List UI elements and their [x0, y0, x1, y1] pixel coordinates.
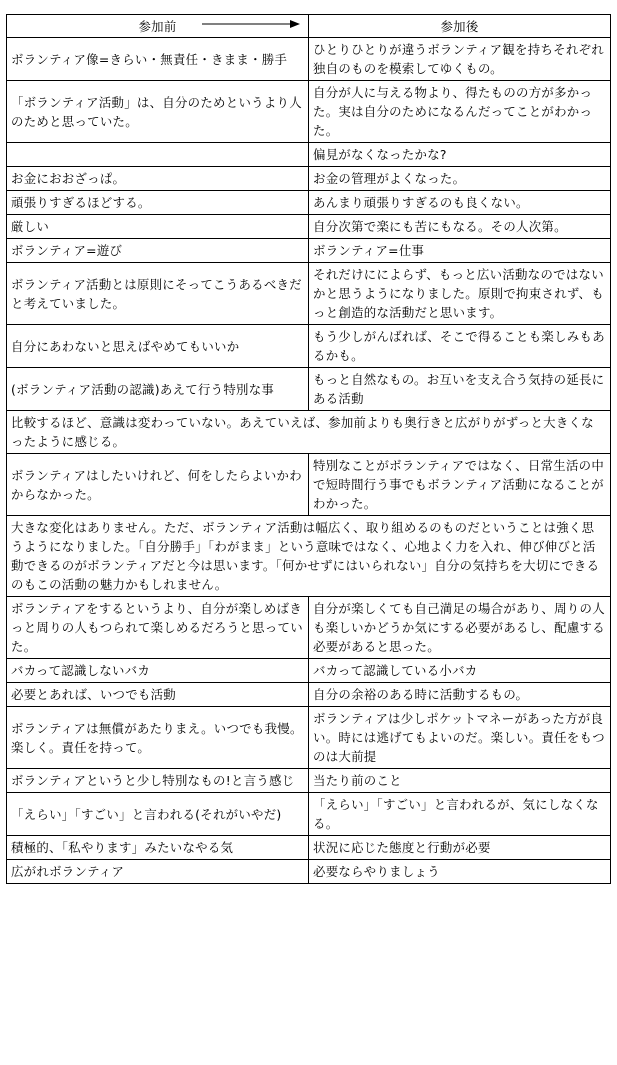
- before-cell: ボランティア活動とは原則にそってこうあるべきだと考えていました。: [7, 263, 309, 325]
- table-row: [7, 597, 611, 659]
- after-cell: 偏見がなくなったかな?: [309, 143, 611, 167]
- table-row: [7, 167, 611, 191]
- full-width-cell: 比較するほど、意識は変わっていない。あえていえば、参加前よりも奥行きと広がりがずっと大きくなったように感じる。: [7, 411, 611, 454]
- before-cell: 「えらい」「すごい」と言われる(それがいやだ): [7, 793, 309, 836]
- before-cell: ボランティアはしたいけれど、何をしたらよいかわからなかった。: [7, 454, 309, 516]
- table-row: [7, 215, 611, 239]
- after-cell: 自分が楽しくても自己満足の場合があり、周りの人も楽しいかどうか気にする必要があるし、配慮する必要があると思った。: [309, 597, 611, 659]
- table-row: [7, 836, 611, 860]
- comparison-table: [6, 14, 611, 884]
- before-cell: ボランティア像=きらい・無責任・きまま・勝手: [7, 38, 309, 81]
- table-row: [7, 263, 611, 325]
- before-cell: バカって認識しないバカ: [7, 659, 309, 683]
- header-after: [309, 15, 611, 38]
- after-cell: 状況に応じた態度と行動が必要: [309, 836, 611, 860]
- before-cell: ボランティアは無償があたりまえ。いつでも我慢。楽しく。責任を持って。: [7, 707, 309, 769]
- header-before-label: 参加前: [138, 18, 177, 34]
- table-row: [7, 659, 611, 683]
- before-cell: 積極的、「私やります」みたいなやる気: [7, 836, 309, 860]
- after-cell: もう少しがんばれば、そこで得ることも楽しみもあるかも。: [309, 325, 611, 368]
- after-cell: ひとりひとりが違うボランティア観を持ちそれぞれ独自のものを模索してゆくもの。: [309, 38, 611, 81]
- before-cell: [7, 143, 309, 167]
- before-cell: 頑張りすぎるほどする。: [7, 191, 309, 215]
- after-cell: ボランティアは少しポケットマネーがあった方が良い。時には逃げてもよいのだ。楽しい。責任をもつのは大前提: [309, 707, 611, 769]
- table-row: [7, 325, 611, 368]
- after-cell: もっと自然なもの。お互いを支え合う気持の延長にある活動: [309, 368, 611, 411]
- before-cell: 厳しい: [7, 215, 309, 239]
- arrow-right-icon: [202, 19, 300, 29]
- table-row: [7, 683, 611, 707]
- after-cell: 自分の余裕のある時に活動するもの。: [309, 683, 611, 707]
- table-row: [7, 411, 611, 454]
- before-cell: (ボランティア活動の認識)あえて行う特別な事: [7, 368, 309, 411]
- after-cell: 「えらい」「すごい」と言われるが、気にしなくなる。: [309, 793, 611, 836]
- table-row: [7, 454, 611, 516]
- before-cell: 自分にあわないと思えばやめてもいいか: [7, 325, 309, 368]
- before-cell: ボランティア=遊び: [7, 239, 309, 263]
- after-cell: あんまり頑張りすぎるのも良くない。: [309, 191, 611, 215]
- after-cell: 自分次第で楽にも苦にもなる。その人次第。: [309, 215, 611, 239]
- after-cell: 自分が人に与える物より、得たものの方が多かった。実は自分のためになるんだってことがわかった。: [309, 81, 611, 143]
- before-cell: ボランティアをするというより、自分が楽しめばきっと周りの人もつられて楽しめるだろうと思っていた。: [7, 597, 309, 659]
- table-row: [7, 81, 611, 143]
- before-cell: 必要とあれば、いつでも活動: [7, 683, 309, 707]
- after-cell: 特別なことがボランティアではなく、日常生活の中で短時間行う事でもボランティア活動になることがわかった。: [309, 454, 611, 516]
- header-after-label: 参加後: [440, 18, 479, 34]
- before-cell: お金におおざっぱ。: [7, 167, 309, 191]
- table-row: [7, 191, 611, 215]
- table-row: [7, 793, 611, 836]
- after-cell: ボランティア=仕事: [309, 239, 611, 263]
- table-row: [7, 239, 611, 263]
- table-row: [7, 707, 611, 769]
- before-cell: 広がれボランティア: [7, 860, 309, 884]
- after-cell: 必要ならやりましょう: [309, 860, 611, 884]
- table-row: [7, 516, 611, 597]
- after-cell: それだけにによらず、もっと広い活動なのではないかと思うようになりました。原則で拘束されず、もっと創造的な活動だと思います。: [309, 263, 611, 325]
- after-cell: バカって認識している小バカ: [309, 659, 611, 683]
- table-row: [7, 143, 611, 167]
- before-cell: ボランティアというと少し特別なもの!と言う感じ: [7, 769, 309, 793]
- table-row: [7, 860, 611, 884]
- header-row: [7, 15, 611, 38]
- table-row: [7, 769, 611, 793]
- after-cell: お金の管理がよくなった。: [309, 167, 611, 191]
- before-cell: 「ボランティア活動」は、自分のためというより人のためと思っていた。: [7, 81, 309, 143]
- full-width-cell: 大きな変化はありません。ただ、ボランティア活動は幅広く、取り組めるのものだということは強く思うようになりました。「自分勝手」「わがまま」という意味ではなく、心地よく力を入れ、伸び伸びと活動できるのがボランティアだと今は思います。「何かせずにはいられない」自分の気持ちを大切にできるのもこの活動の魅力かもしれません。: [7, 516, 611, 597]
- table-row: [7, 368, 611, 411]
- after-cell: 当たり前のこと: [309, 769, 611, 793]
- table-row: [7, 38, 611, 81]
